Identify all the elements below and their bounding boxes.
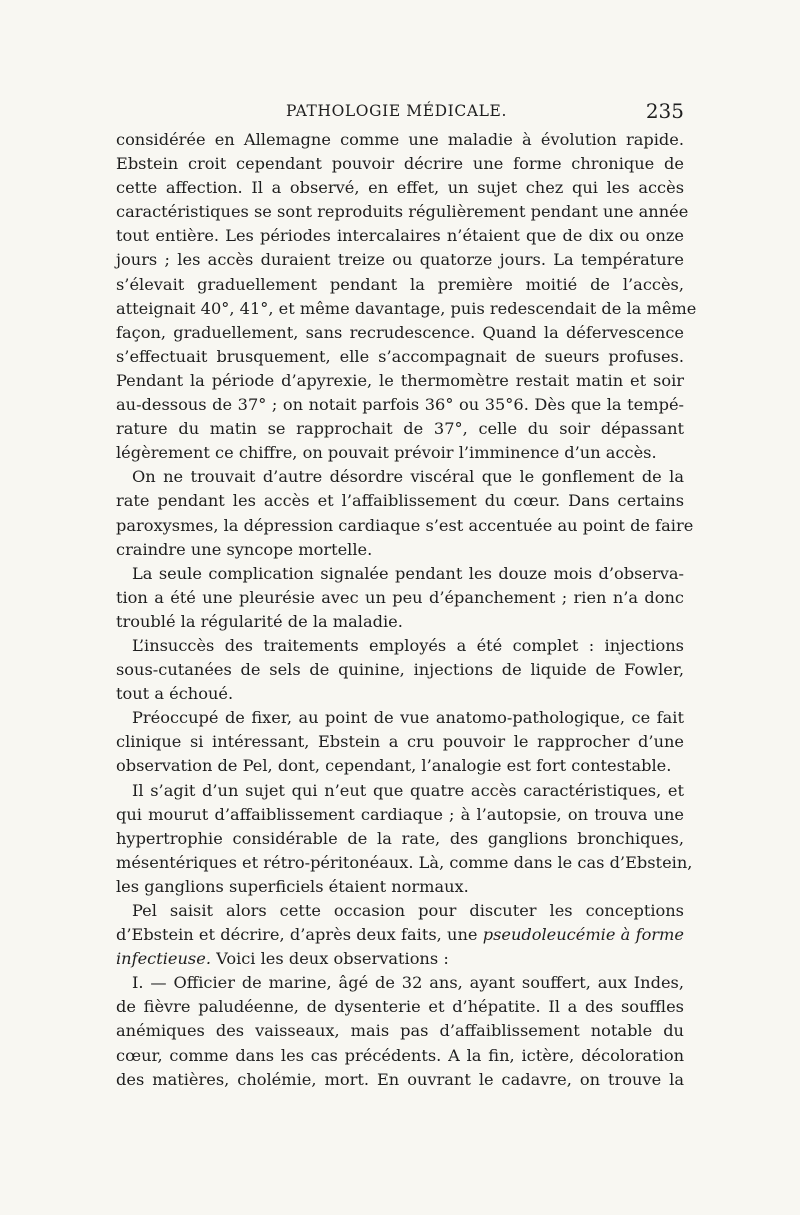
text-line bbox=[116, 321, 684, 345]
line-text: d’Ebstein et décrire, d’après deux faits, une bbox=[116, 925, 478, 945]
line-text: clinique si intéressant, Ebstein a cru pouvoir le rapprocher d’une bbox=[116, 732, 684, 752]
text-line bbox=[116, 369, 684, 393]
line-text: Préoccupé de fixer, au point de vue anatomo-pathologique, ce fait bbox=[132, 708, 684, 728]
line-text: tout entière. Les périodes intercalaires n’étaient que de dix ou onze bbox=[116, 226, 684, 246]
line-text: rate pendant les accès et l’affaiblissement du cœur. Dans certains bbox=[116, 491, 684, 511]
line-text: craindre une syncope mortelle. bbox=[116, 539, 373, 559]
line-text: s’élevait graduellement pendant la première moitié de l’accès, bbox=[116, 274, 684, 294]
text-line bbox=[116, 586, 684, 610]
text-line bbox=[116, 754, 684, 778]
text-line bbox=[116, 947, 684, 971]
line-text: de fièvre paludéenne, de dysenterie et d’hépatite. Il a des souffles bbox=[116, 997, 684, 1017]
text-line bbox=[116, 128, 684, 152]
line-text: rature du matin se rapprochait de 37°, celle du soir dépassant bbox=[116, 419, 684, 439]
line-text: tion a été une pleurésie avec un peu d’épanchement ; rien n’a donc bbox=[116, 587, 684, 607]
line-text: considérée en Allemagne comme une maladie à évolution rapide. bbox=[116, 130, 684, 149]
line-text: jours ; les accès duraient treize ou quatorze jours. La température bbox=[116, 250, 684, 270]
line-text: Pendant la période d’apyrexie, le thermomètre restait matin et soir bbox=[116, 370, 684, 390]
text-line bbox=[116, 297, 697, 321]
text-line bbox=[116, 224, 684, 248]
text-line bbox=[116, 827, 684, 851]
line-text: troublé la régularité de la maladie. bbox=[116, 611, 403, 631]
line-text: tout a échoué. bbox=[116, 684, 234, 704]
line-text: Il s’agit d’un sujet qui n’eut que quatre accès caractéristiques, et bbox=[132, 780, 684, 800]
text-line bbox=[116, 514, 694, 538]
line-text-tail: Voici les deux observations : bbox=[210, 949, 449, 969]
line-text: anémiques des vaisseaux, mais pas d’affaiblissement notable du bbox=[116, 1021, 684, 1041]
text-line bbox=[116, 1068, 684, 1092]
line-text: les ganglions superficiels étaient normaux. bbox=[116, 876, 469, 896]
line-text: mésentériques et rétro-péritonéaux. Là, comme dans le cas d’Ebstein, bbox=[116, 852, 693, 872]
line-text: cœur, comme dans les cas précédents. A la fin, ictère, décoloration bbox=[116, 1045, 684, 1065]
text-line bbox=[116, 538, 684, 562]
running-title: PATHOLOGIE MÉDICALE. bbox=[286, 102, 507, 120]
text-line bbox=[116, 658, 684, 682]
line-text: On ne trouvait d’autre désordre viscéral que le gonflement de la bbox=[132, 467, 684, 487]
line-text: hypertrophie considérable de la rate, des ganglions bronchiques, bbox=[116, 828, 684, 848]
line-text: sous-cutanées de sels de quinine, injections de liquide de Fowler, bbox=[116, 660, 684, 680]
text-line bbox=[116, 730, 684, 754]
text-line bbox=[116, 803, 684, 827]
line-text: des matières, cholémie, mort. En ouvrant le cadavre, on trouve la bbox=[116, 1069, 684, 1089]
text-line bbox=[116, 634, 684, 658]
line-text: au-dessous de 37° ; on notait parfois 36° ou 35°6. Dès que la tempé- bbox=[116, 395, 684, 415]
text-line bbox=[116, 995, 684, 1019]
text-line bbox=[116, 200, 689, 224]
text-line bbox=[116, 875, 684, 899]
line-text: façon, graduellement, sans recrudescence. Quand la défervescence bbox=[116, 322, 684, 342]
text-line bbox=[116, 273, 684, 297]
italic-text: infectieuse. bbox=[116, 949, 211, 969]
line-text: paroxysmes, la dépression cardiaque s’est accentuée au point de faire bbox=[116, 515, 694, 535]
text-line bbox=[116, 610, 684, 634]
text-line bbox=[116, 562, 684, 586]
text-line bbox=[116, 176, 684, 200]
line-text: légèrement ce chiffre, on pouvait prévoir l’imminence d’un accès. bbox=[116, 443, 657, 463]
text-line bbox=[116, 779, 684, 803]
running-head bbox=[116, 98, 684, 124]
body-text bbox=[116, 128, 697, 1092]
text-line bbox=[116, 682, 684, 706]
text-line bbox=[116, 489, 684, 513]
line-text: observation de Pel, dont, cependant, l’analogie est fort contestable. bbox=[116, 756, 672, 776]
line-text: La seule complication signalée pendant les douze mois d’observa- bbox=[132, 563, 684, 583]
text-line bbox=[116, 1044, 684, 1068]
text-line bbox=[116, 393, 684, 417]
line-text: cette affection. Il a observé, en effet, un sujet chez qui les accès bbox=[116, 178, 684, 198]
line-text: atteignait 40°, 41°, et même davantage, puis redescendait de la même bbox=[116, 298, 697, 318]
line-text: L’insuccès des traitements employés a été complet : injections bbox=[132, 635, 684, 655]
line-text: Ebstein croit cependant pouvoir décrire une forme chronique de bbox=[116, 154, 684, 174]
text-line bbox=[116, 417, 684, 441]
text-line bbox=[116, 1019, 684, 1043]
text-line bbox=[116, 465, 684, 489]
italic-text: pseudoleucémie à forme bbox=[482, 925, 684, 945]
line-text: s’effectuait brusquement, elle s’accompagnait de sueurs profuses. bbox=[116, 346, 684, 366]
text-line bbox=[116, 899, 684, 923]
text-line bbox=[116, 441, 684, 465]
line-text: I. — Officier de marine, âgé de 32 ans, ayant souffert, aux Indes, bbox=[132, 973, 684, 993]
line-text: Pel saisit alors cette occasion pour discuter les conceptions bbox=[132, 901, 684, 920]
text-line bbox=[116, 923, 684, 947]
text-line bbox=[116, 851, 693, 875]
line-text: qui mourut d’affaiblissement cardiaque ; à l’autopsie, on trouva une bbox=[116, 804, 684, 824]
text-line bbox=[116, 706, 684, 730]
text-line bbox=[116, 345, 684, 369]
page-number: 235 bbox=[645, 99, 684, 123]
text-line bbox=[116, 152, 684, 176]
text-line bbox=[116, 248, 684, 272]
line-text: caractéristiques se sont reproduits régulièrement pendant une année bbox=[116, 202, 689, 222]
text-line bbox=[116, 971, 684, 995]
